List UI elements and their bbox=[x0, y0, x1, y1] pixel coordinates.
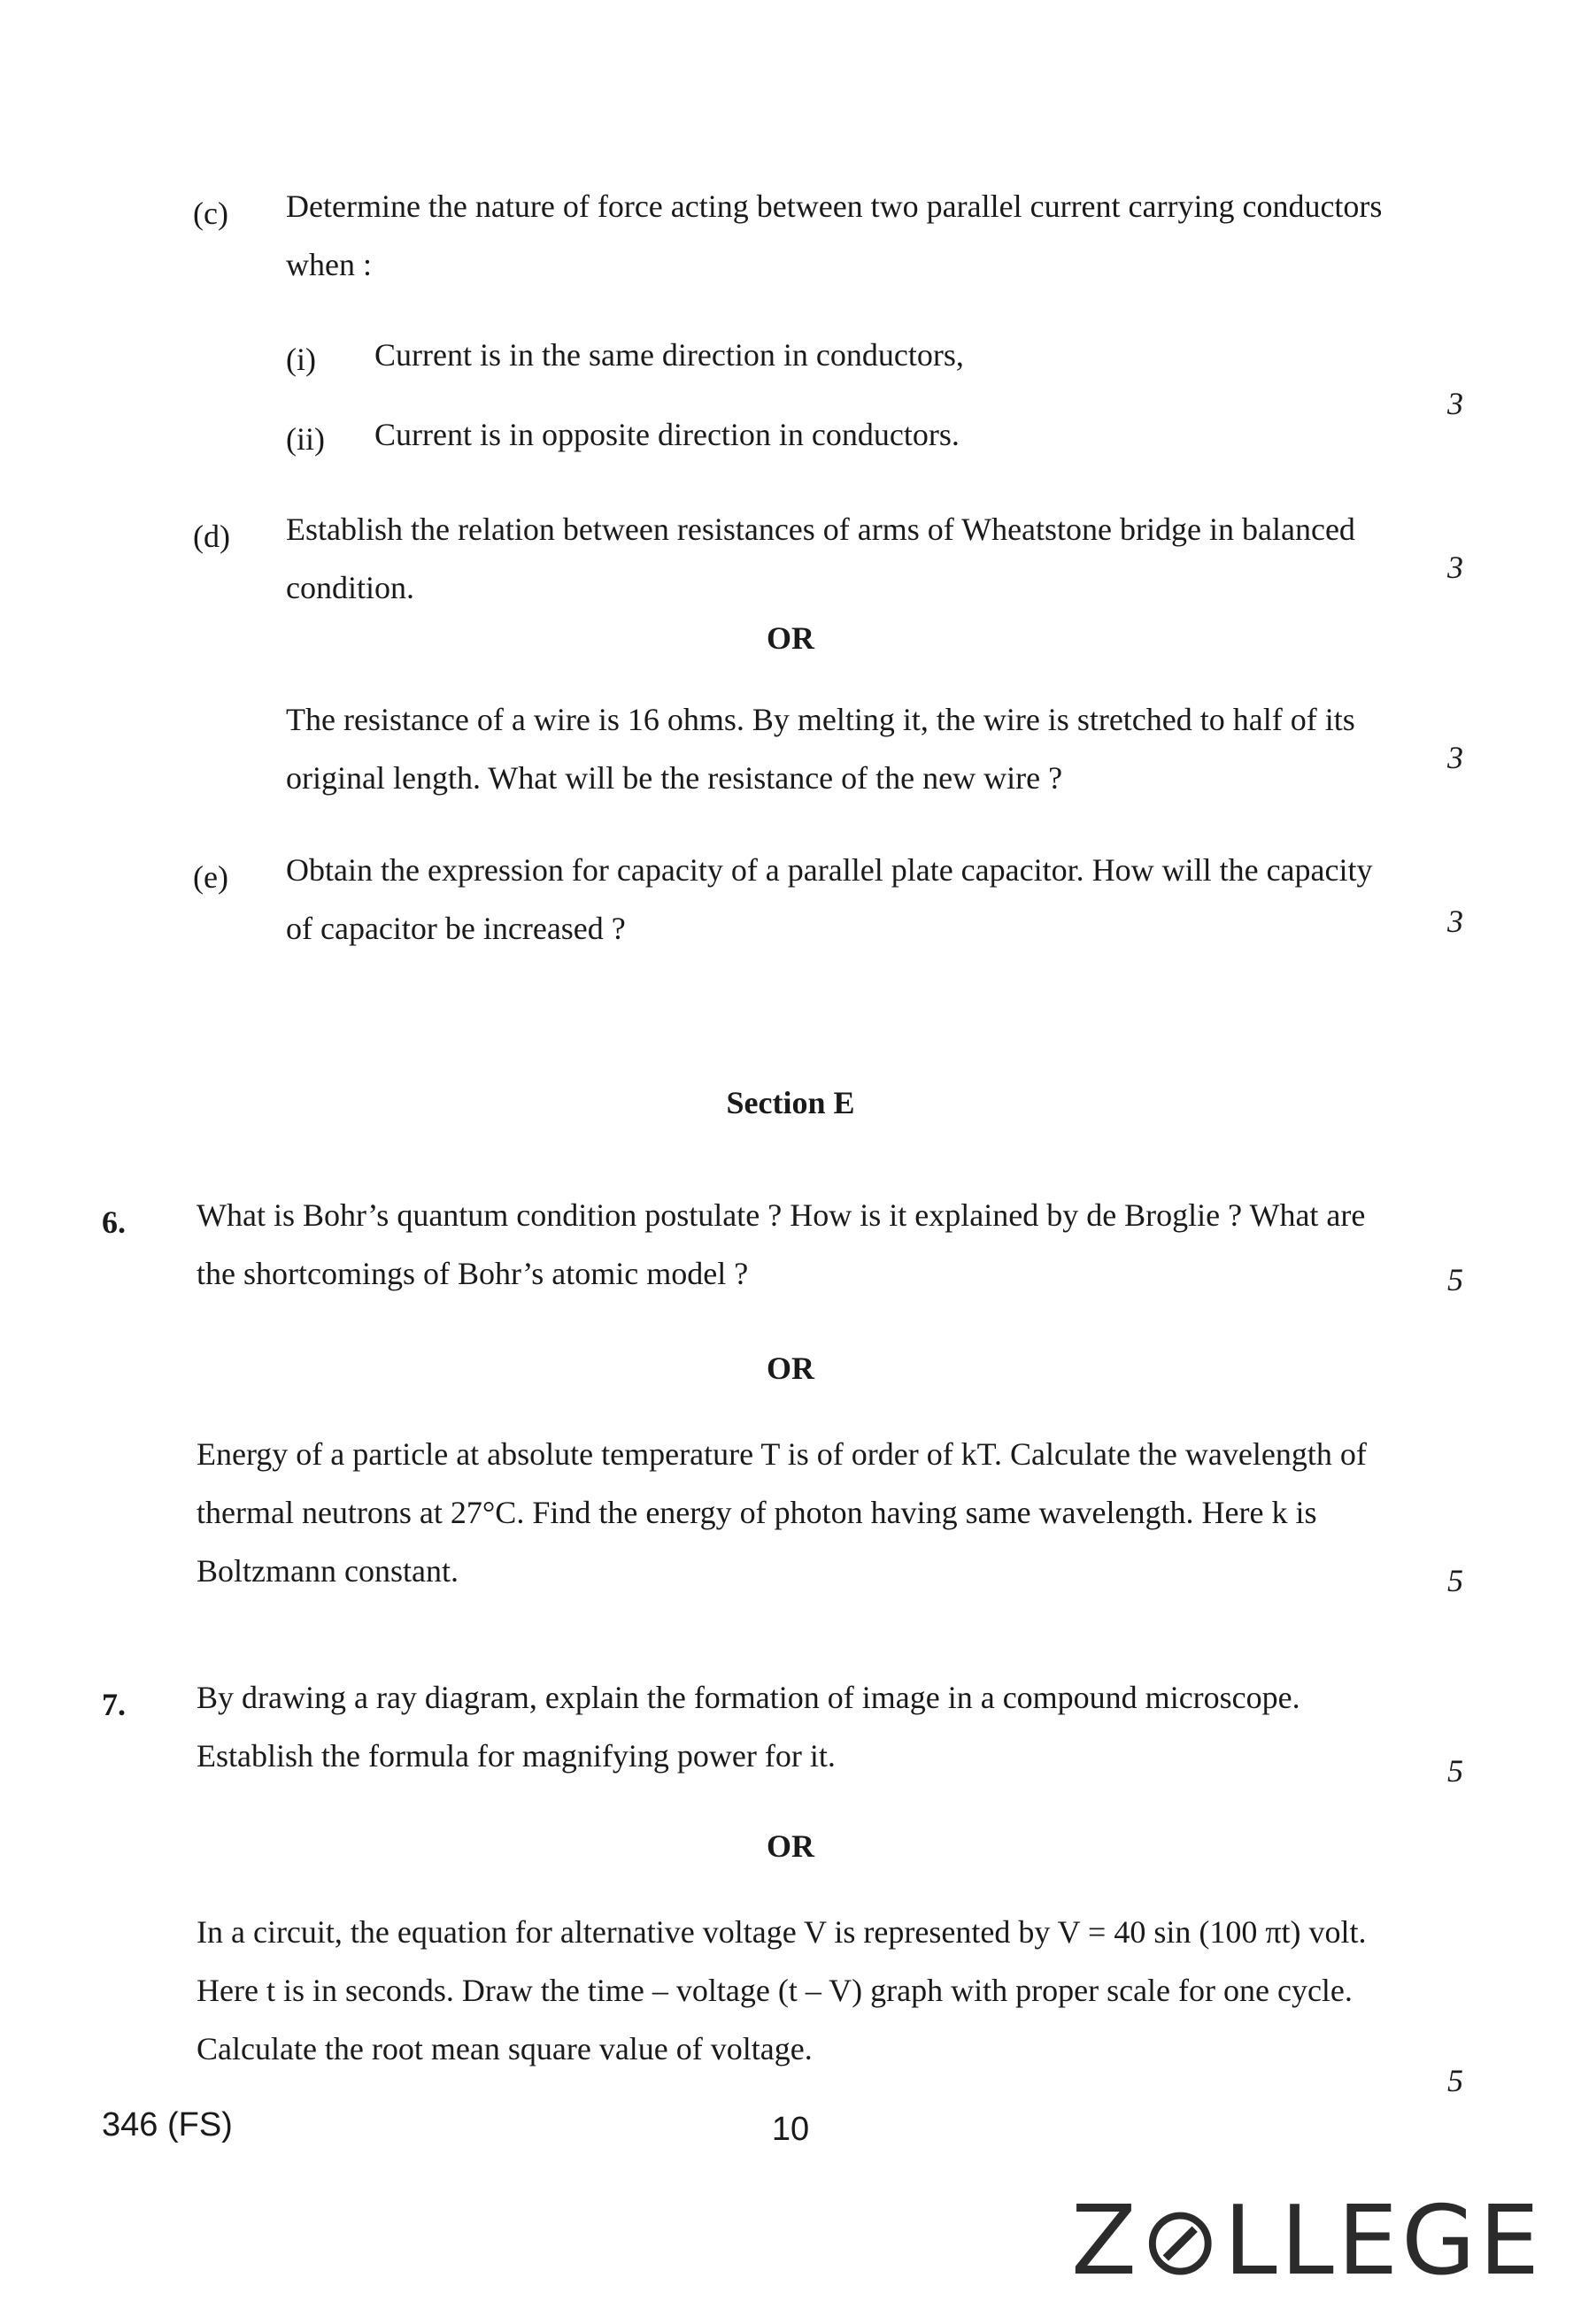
question-6-text: What is Bohr’s quantum condition postulate ? How is it explained by de Broglie ? What are the shortcomings of Bohr’s atomic model ? bbox=[197, 1197, 1366, 1291]
question-c-marks: 3 bbox=[1447, 386, 1463, 421]
question-7-marks: 5 bbox=[1447, 1753, 1463, 1789]
question-c-sub-i-label: (i) bbox=[286, 342, 316, 377]
question-d-or: OR bbox=[767, 620, 814, 656]
question-c-text: Determine the nature of force acting between two parallel current carrying conductors when : bbox=[286, 189, 1383, 282]
question-6-or: OR bbox=[767, 1351, 814, 1386]
question-d-label: (d) bbox=[193, 519, 230, 554]
question-c-label: (c) bbox=[193, 196, 228, 231]
question-7-or: OR bbox=[767, 1828, 814, 1864]
question-7-alt-marks: 5 bbox=[1447, 2063, 1463, 2098]
question-d-alt-marks: 3 bbox=[1447, 740, 1463, 775]
question-7-text: By drawing a ray diagram, explain the formation of image in a compound microscope. Establish the formula for magnifying power for it. bbox=[197, 1680, 1300, 1774]
question-6-alt-marks: 5 bbox=[1447, 1563, 1463, 1598]
question-e-marks: 3 bbox=[1447, 904, 1463, 939]
watermark-logo bbox=[1071, 2186, 1543, 2297]
section-title: Section E bbox=[726, 1085, 855, 1120]
question-c-sub-i-text: Current is in the same direction in conductors, bbox=[374, 337, 964, 373]
question-6-alt-text: Energy of a particle at absolute temperature T is of order of kT. Calculate the wavelength of thermal neutrons at 27°C. Find the energy of photon having same wavelength. Here k is Boltzmann constant. bbox=[197, 1436, 1367, 1589]
footer-page-number: 10 bbox=[771, 2111, 810, 2148]
question-c-sub-ii-text: Current is in opposite direction in conductors. bbox=[374, 417, 960, 452]
question-d-text: Establish the relation between resistances of arms of Wheatstone bridge in balanced condition. bbox=[286, 512, 1355, 605]
question-6-number: 6. bbox=[102, 1204, 126, 1240]
question-d-marks: 3 bbox=[1447, 550, 1463, 585]
question-e-text: Obtain the expression for capacity of a parallel plate capacitor. How will the capacity of capacitor be increased ? bbox=[286, 852, 1373, 946]
footer-code: 346 (FS) bbox=[102, 2106, 233, 2143]
watermark-logo-text: Z⊘LLEGE bbox=[1071, 2186, 1544, 2297]
question-e-label: (e) bbox=[193, 859, 228, 895]
question-c-sub-ii-label: (ii) bbox=[286, 421, 325, 457]
question-6-marks: 5 bbox=[1447, 1262, 1463, 1297]
question-d-alt-text: The resistance of a wire is 16 ohms. By melting it, the wire is stretched to half of its original length. What will be the resistance of the new wire ? bbox=[286, 702, 1355, 796]
question-7-number: 7. bbox=[102, 1687, 126, 1722]
question-7-alt-text: In a circuit, the equation for alternative voltage V is represented by V = 40 sin (100 πt) volt. Here t is in seconds. Draw the time – voltage (t – V) graph with proper scale for one cycle. Calculate the root mean square value of voltage. bbox=[197, 1914, 1367, 2066]
